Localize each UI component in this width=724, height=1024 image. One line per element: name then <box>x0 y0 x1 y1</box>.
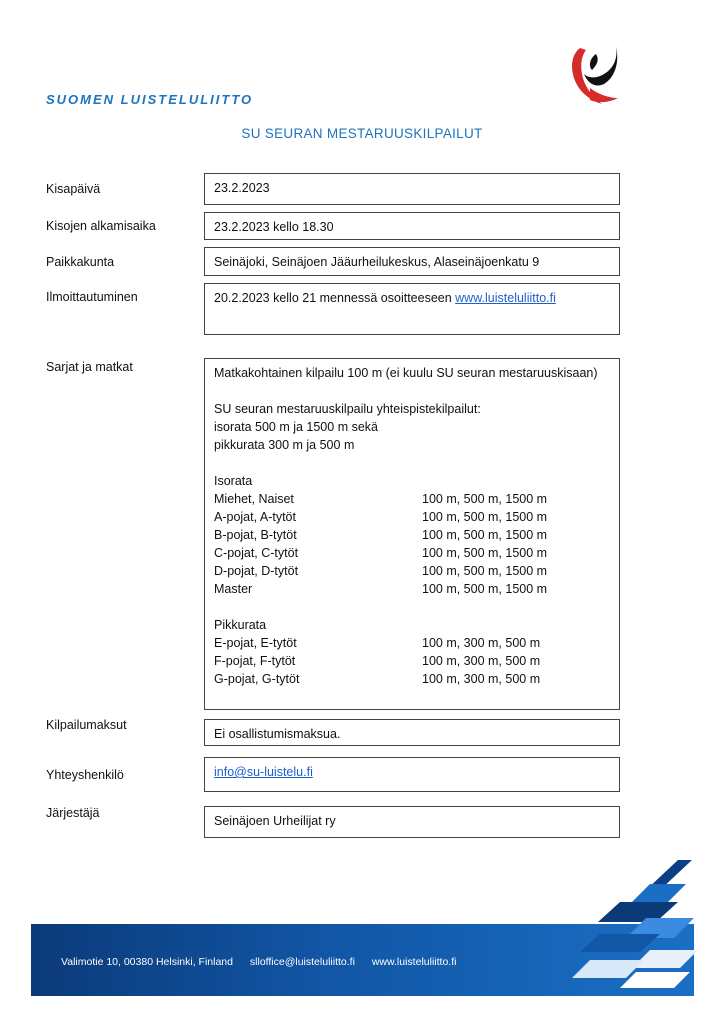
contact-email-link[interactable]: info@su-luistelu.fi <box>214 765 313 779</box>
class-name: F-pojat, F-tytöt <box>214 654 296 668</box>
jarjestaja-box <box>204 806 620 838</box>
class-name: C-pojat, C-tytöt <box>214 546 299 560</box>
alkamisaika-value: 23.2.2023 kello 18.30 <box>214 220 334 234</box>
footer-contact <box>61 956 470 968</box>
sarjat-box <box>204 358 620 710</box>
ilmoittautuminen-box <box>204 283 620 335</box>
class-name: E-pojat, E-tytöt <box>214 636 297 650</box>
distances: 100 m, 500 m, 1500 m <box>422 564 548 578</box>
decorative-stripes-graphic <box>560 860 700 1000</box>
list-item <box>214 580 610 598</box>
label-kilpailumaksut: Kilpailumaksut <box>46 718 127 732</box>
class-name: Miehet, Naiset <box>214 492 294 506</box>
alkamisaika-box <box>204 212 620 240</box>
su-line: SU seuran mestaruuskilpailu yhteispistekilpailut: <box>214 402 481 416</box>
label-jarjestaja: Järjestäjä <box>46 806 100 820</box>
list-item <box>214 526 610 544</box>
class-name: D-pojat, D-tytöt <box>214 564 299 578</box>
distances: 100 m, 500 m, 1500 m <box>422 546 548 560</box>
list-item <box>214 544 610 562</box>
label-sarjat: Sarjat ja matkat <box>46 360 133 374</box>
page-title: SU SEURAN MESTARUUSKILPAILUT <box>241 126 483 141</box>
class-name: G-pojat, G-tytöt <box>214 672 300 686</box>
label-paikkakunta: Paikkakunta <box>46 255 115 269</box>
paikkakunta-box <box>204 247 620 276</box>
pikkurata-heading: Pikkurata <box>214 618 267 632</box>
su-line: pikkurata 300 m ja 500 m <box>214 438 355 452</box>
skating-federation-logo <box>566 44 622 108</box>
distances: 100 m, 300 m, 500 m <box>422 672 541 686</box>
organization-name: SUOMEN LUISTELULIITTO <box>46 92 254 107</box>
distances: 100 m, 500 m, 1500 m <box>422 528 548 542</box>
registration-link[interactable]: www.luisteluliitto.fi <box>455 291 556 305</box>
paikkakunta-value: Seinäjoki, Seinäjoen Jääurheilukeskus, Alaseinäjoenkatu 9 <box>214 255 540 269</box>
label-yhteyshenkilo: Yhteyshenkilö <box>46 768 124 782</box>
list-item <box>214 490 610 508</box>
sarjat-intro: Matkakohtainen kilpailu 100 m (ei kuulu SU seuran mestaruuskisaan) <box>214 366 598 380</box>
kisapaiva-box <box>204 173 620 205</box>
label-kisapaiva: Kisapäivä <box>46 182 101 196</box>
label-ilmoittautuminen: Ilmoittautuminen <box>46 290 138 304</box>
class-name: B-pojat, B-tytöt <box>214 528 297 542</box>
class-name: Master <box>214 582 253 596</box>
kilpailumaksut-value: Ei osallistumismaksua. <box>214 727 341 741</box>
list-item <box>214 670 610 688</box>
ilmoittautuminen-text: 20.2.2023 kello 21 mennessä osoitteeseen <box>214 291 452 305</box>
distances: 100 m, 500 m, 1500 m <box>422 492 548 506</box>
su-line: isorata 500 m ja 1500 m sekä <box>214 420 378 434</box>
label-alkamisaika: Kisojen alkamisaika <box>46 219 156 233</box>
jarjestaja-value: Seinäjoen Urheilijat ry <box>214 814 336 828</box>
list-item <box>214 652 610 670</box>
footer-address: Valimotie 10, 00380 Helsinki, Finland <box>61 956 233 968</box>
list-item <box>214 634 610 652</box>
list-item <box>214 562 610 580</box>
distances: 100 m, 500 m, 1500 m <box>422 582 548 596</box>
distances: 100 m, 300 m, 500 m <box>422 636 541 650</box>
footer-email: slloffice@luisteluliitto.fi <box>249 956 355 968</box>
distances: 100 m, 300 m, 500 m <box>422 654 541 668</box>
class-name: A-pojat, A-tytöt <box>214 510 296 524</box>
isorata-heading: Isorata <box>214 474 253 488</box>
kisapaiva-value: 23.2.2023 <box>214 181 270 195</box>
footer-website: www.luisteluliitto.fi <box>371 956 457 968</box>
kilpailumaksut-box <box>204 719 620 746</box>
distances: 100 m, 500 m, 1500 m <box>422 510 548 524</box>
list-item <box>214 508 610 526</box>
yhteyshenkilo-box <box>204 757 620 792</box>
